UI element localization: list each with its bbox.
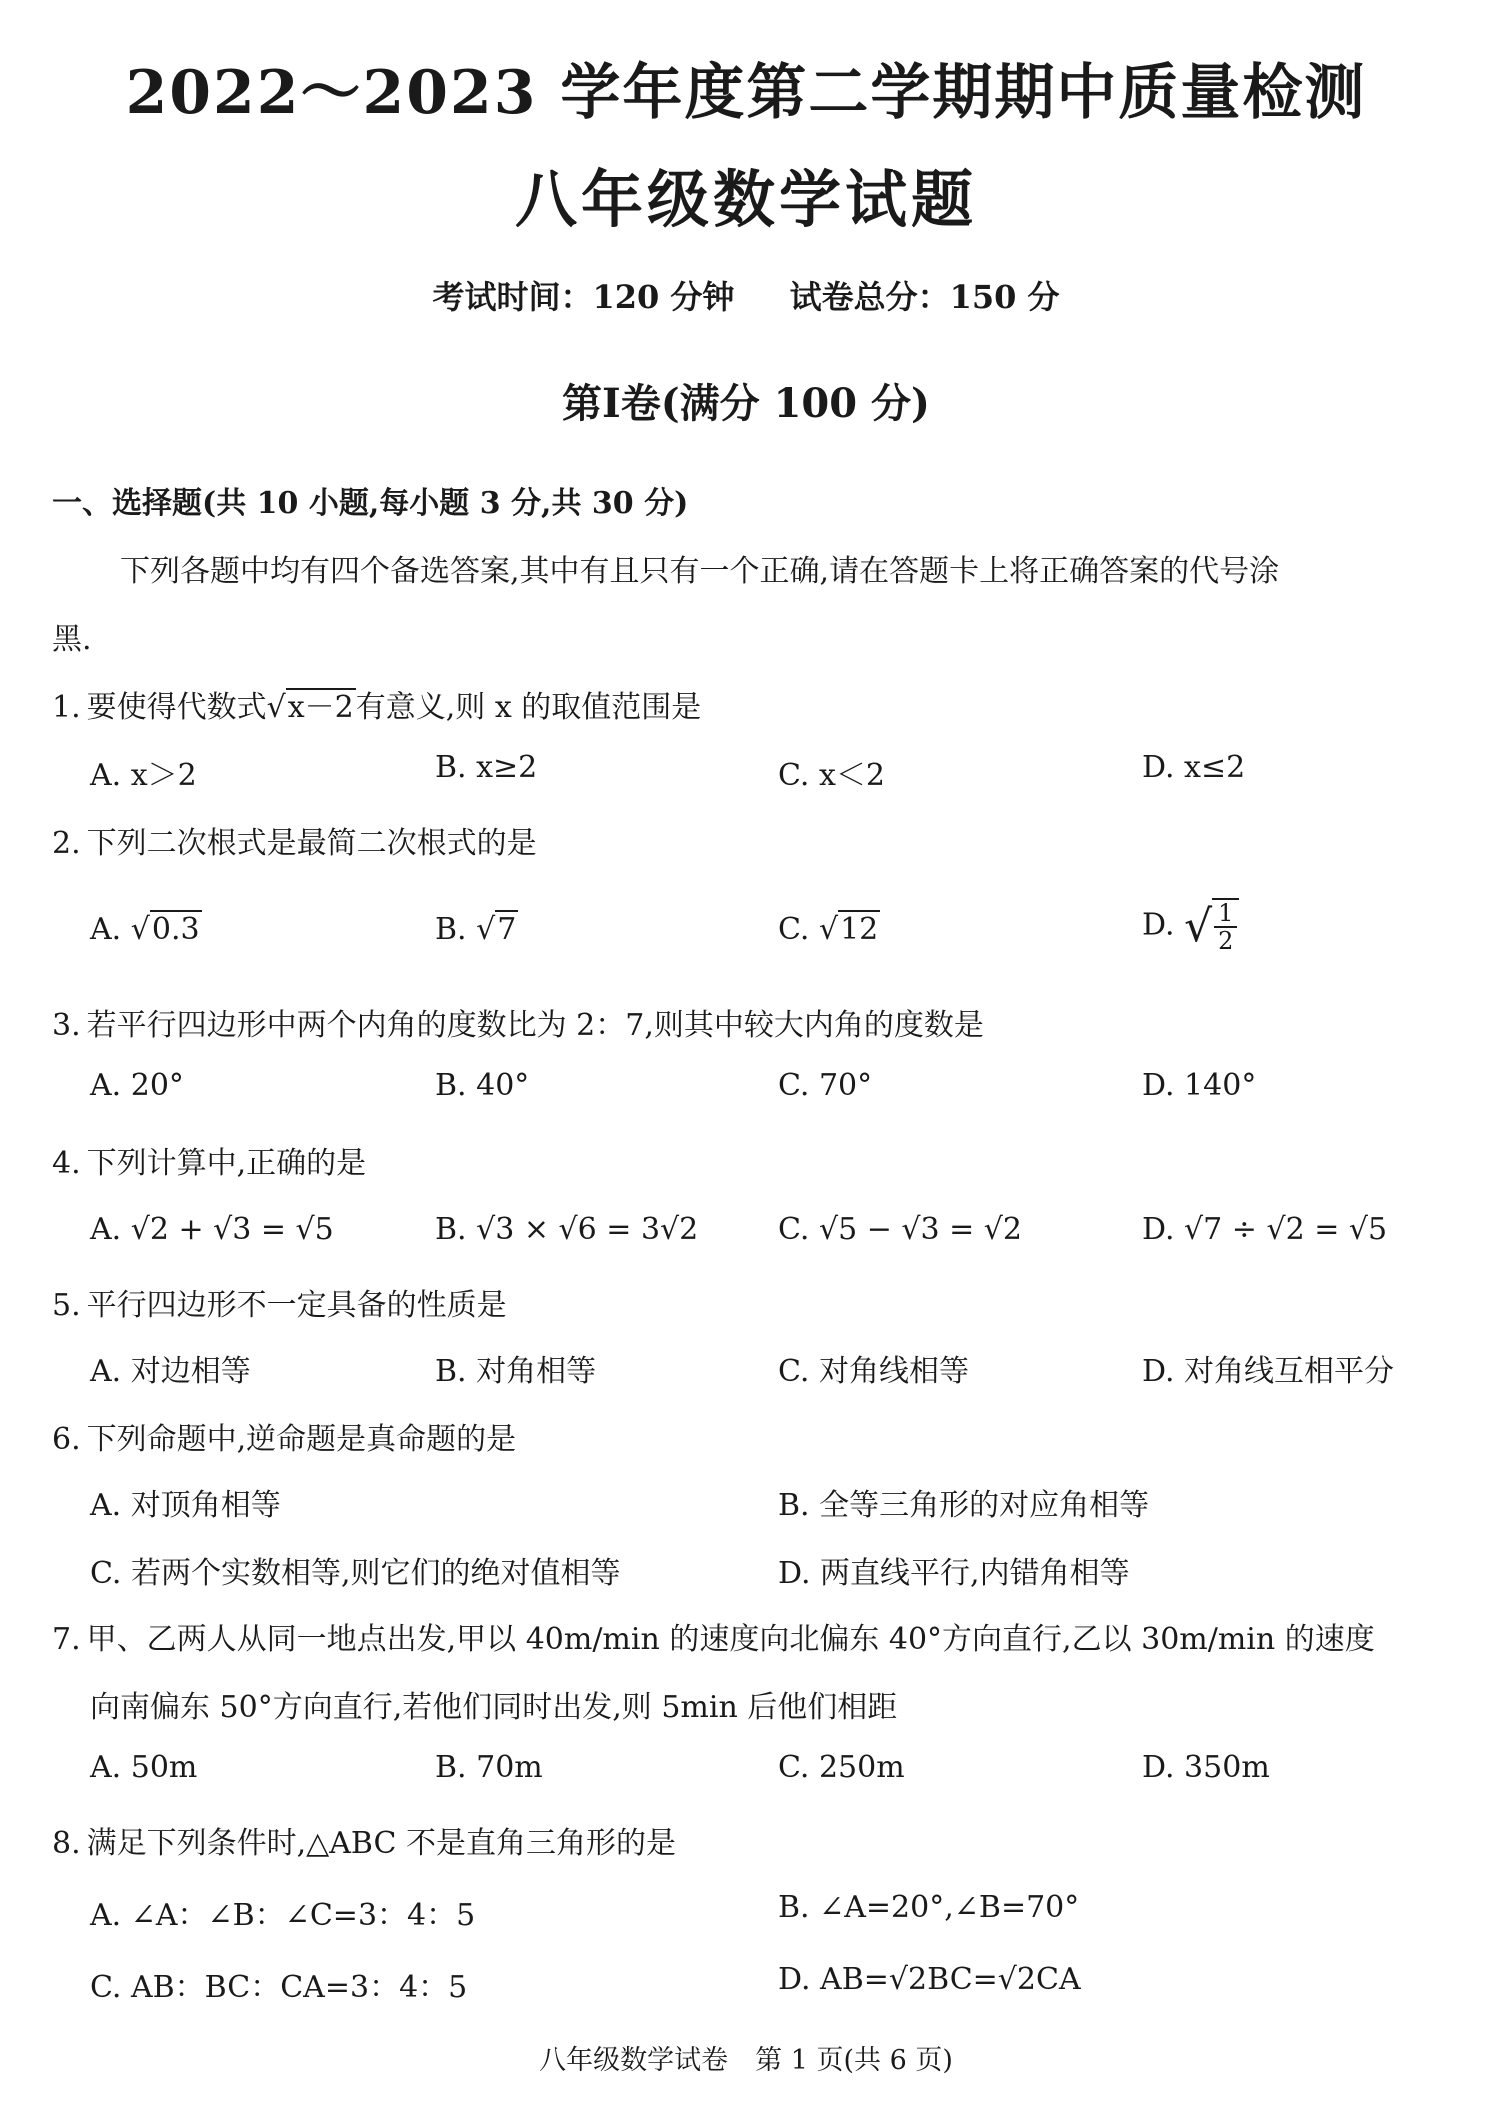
q5-option-c: C. 对角线相等 <box>778 1354 969 1389</box>
question-7-line2: 向南偏东 50°方向直行,若他们同时出发,则 5min 后他们相距 <box>90 1690 898 1725</box>
exam-title-line1: 2022～2023 学年度第二学期期中质量检测 <box>125 58 1367 128</box>
q1-option-c: C. x＜2 <box>778 758 885 793</box>
q3-option-b: B. 40° <box>435 1068 530 1103</box>
question-2 <box>52 818 537 862</box>
question-6 <box>52 1414 516 1458</box>
sqrt-icon: √ <box>476 912 496 947</box>
question-number: 5. <box>52 1288 81 1323</box>
question-number: 7. <box>52 1622 81 1657</box>
q2-option-a <box>90 912 202 947</box>
question-number: 1. <box>52 690 81 725</box>
q7-option-c: C. 250m <box>778 1750 905 1785</box>
q7-option-a: A. 50m <box>90 1750 198 1785</box>
question-number: 8. <box>52 1826 81 1861</box>
exam-meta <box>0 272 1492 318</box>
question-7 <box>52 1614 1375 1658</box>
question-5 <box>52 1280 507 1324</box>
section-instructions-line1: 下列各题中均有四个备选答案,其中有且只有一个正确,请在答题卡上将正确答案的代号涂 <box>120 554 1280 589</box>
question-stem: 下列命题中,逆命题是真命题的是 <box>86 1422 517 1457</box>
exam-title-line2: 八年级数学试题 <box>514 163 977 236</box>
question-number: 6. <box>52 1422 81 1457</box>
sqrt-icon: √ <box>130 912 150 947</box>
q8-option-c: C. AB：BC：CA=3：4：5 <box>90 1970 468 2005</box>
question-stem: 若平行四边形中两个内角的度数比为 2：7,则其中较大内角的度数是 <box>86 1008 984 1043</box>
q2-option-d <box>1142 898 1239 955</box>
q7-option-d: D. 350m <box>1142 1750 1270 1785</box>
question-number: 4. <box>52 1146 81 1181</box>
q4-option-d: D. √7 ÷ √2 = √5 <box>1142 1212 1388 1247</box>
q5-option-d: D. 对角线互相平分 <box>1142 1354 1395 1389</box>
q3-option-c: C. 70° <box>778 1068 873 1103</box>
question-4 <box>52 1138 366 1182</box>
q8-option-b: B. ∠A=20°,∠B=70° <box>778 1890 1080 1925</box>
option-label: A. <box>90 912 122 947</box>
q4-option-c: C. √5 − √3 = √2 <box>778 1212 1022 1247</box>
q5-option-a: A. 对边相等 <box>90 1354 251 1389</box>
q3-option-a: A. 20° <box>90 1068 184 1103</box>
question-8 <box>52 1818 676 1862</box>
fraction-denominator: 2 <box>1218 927 1234 956</box>
part-title: 第Ⅰ卷(满分 100 分) <box>562 380 930 427</box>
q1-option-d: D. x≤2 <box>1142 750 1246 785</box>
question-stem-pre: 要使得代数式 <box>86 690 267 725</box>
q3-option-d: D. 140° <box>1142 1068 1257 1103</box>
q6-option-b: B. 全等三角形的对应角相等 <box>778 1488 1150 1523</box>
q6-option-d: D. 两直线平行,内错角相等 <box>778 1556 1130 1591</box>
q4-option-a: A. √2 + √3 = √5 <box>90 1212 334 1247</box>
section-instructions-line2: 黑. <box>52 622 92 657</box>
radicand: 12 <box>840 912 879 947</box>
question-stem: 下列二次根式是最简二次根式的是 <box>86 826 537 861</box>
question-stem: 平行四边形不一定具备的性质是 <box>86 1288 507 1323</box>
question-stem: 满足下列条件时,△ABC 不是直角三角形的是 <box>86 1826 676 1861</box>
option-label: D. <box>1142 907 1175 943</box>
total-score: 试卷总分：150 分 <box>789 278 1060 316</box>
q7-option-b: B. 70m <box>435 1750 543 1785</box>
sqrt-icon: √ <box>818 912 839 947</box>
question-stem-post: 有意义,则 x 的取值范围是 <box>355 690 702 725</box>
q8-option-a: A. ∠A：∠B：∠C=3：4：5 <box>90 1898 476 1933</box>
q6-option-c: C. 若两个实数相等,则它们的绝对值相等 <box>90 1556 621 1591</box>
exam-time: 考试时间：120 分钟 <box>432 278 735 316</box>
option-label: B. <box>435 912 467 947</box>
q2-option-c <box>778 912 880 947</box>
question-number: 3. <box>52 1008 81 1043</box>
page-footer: 八年级数学试卷 第 1 页(共 6 页) <box>539 2045 953 2076</box>
option-label: C. <box>778 912 810 947</box>
question-number: 2. <box>52 826 81 861</box>
q1-option-a: A. x＞2 <box>90 758 197 793</box>
radicand: x－2 <box>287 690 354 725</box>
q5-option-b: B. 对角相等 <box>435 1354 597 1389</box>
radicand: 7 <box>497 912 517 947</box>
sqrt-icon: √ <box>1184 900 1213 952</box>
q1-option-b: B. x≥2 <box>435 750 538 785</box>
fraction-numerator: 1 <box>1214 900 1237 928</box>
fraction <box>1212 898 1239 955</box>
section-heading: 一、选择题(共 10 小题,每小题 3 分,共 30 分) <box>52 486 689 521</box>
question-1 <box>52 682 701 726</box>
question-3 <box>52 1000 984 1044</box>
q6-option-a: A. 对顶角相等 <box>90 1488 281 1523</box>
q8-option-d: D. AB=√2BC=√2CA <box>778 1962 1081 1997</box>
q4-option-b: B. √3 × √6 = 3√2 <box>435 1212 699 1247</box>
sqrt-icon: √ <box>266 690 286 725</box>
q2-option-b <box>435 912 518 947</box>
radicand: 0.3 <box>151 912 200 947</box>
question-stem-line1: 甲、乙两人从同一地点出发,甲以 40m/min 的速度向北偏东 40°方向直行,乙以 30m/min 的速度 <box>86 1622 1375 1657</box>
question-stem: 下列计算中,正确的是 <box>86 1146 367 1181</box>
